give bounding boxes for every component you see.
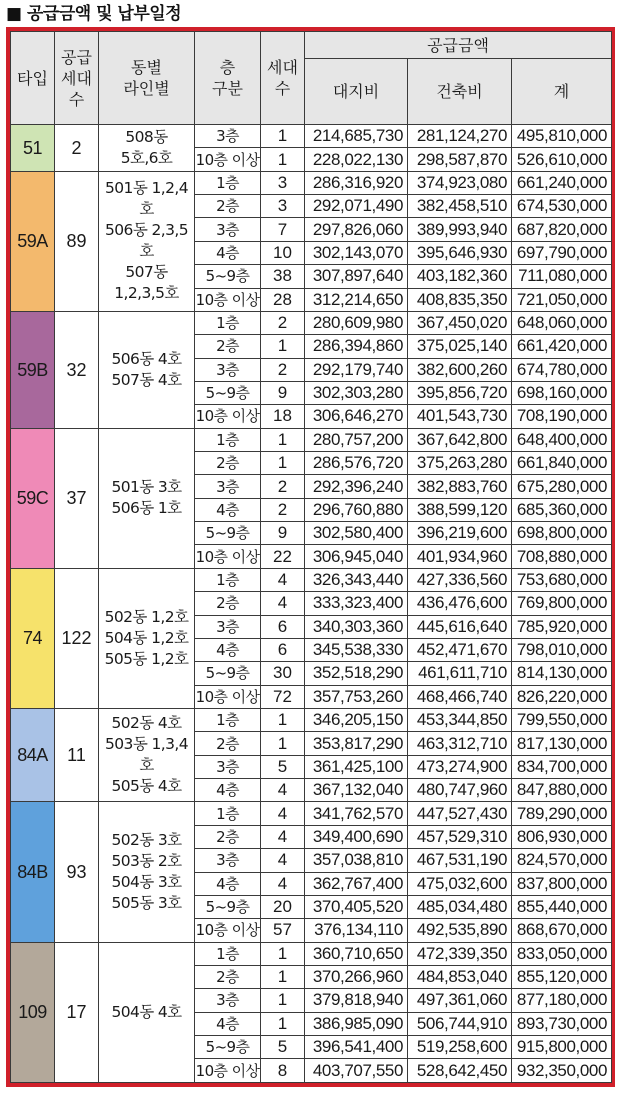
floor-cell: 1층	[195, 568, 261, 591]
building-line-cell	[99, 708, 195, 801]
building-line-text: 1,2,3,5호	[114, 284, 179, 303]
land-cost-cell: 292,396,240	[305, 475, 408, 498]
floor-cell: 10층 이상	[195, 405, 261, 428]
households-cell: 1	[261, 335, 305, 358]
floor-cell: 2층	[195, 592, 261, 615]
land-cost-cell: 312,214,650	[305, 288, 408, 311]
supply-units-cell: 122	[55, 568, 99, 708]
building-line-text: 504동 3호	[111, 873, 182, 891]
total-cell: 769,800,000	[512, 592, 612, 615]
table-row	[11, 708, 612, 731]
floor-cell: 10층 이상	[195, 148, 261, 171]
building-cost-cell: 408,835,350	[408, 288, 512, 311]
floor-cell: 3층	[195, 989, 261, 1012]
households-cell: 1	[261, 1012, 305, 1035]
floor-cell: 2층	[195, 195, 261, 218]
land-cost-cell: 346,205,150	[305, 708, 408, 731]
table-row	[11, 942, 612, 965]
floor-cell: 2층	[195, 452, 261, 475]
total-cell: 799,550,000	[512, 708, 612, 731]
households-cell: 57	[261, 919, 305, 942]
building-line-cell	[99, 568, 195, 708]
building-cost-cell: 375,025,140	[408, 335, 512, 358]
building-line-text: 505동 1,2호	[104, 649, 189, 668]
total-cell: 661,840,000	[512, 452, 612, 475]
building-cost-cell: 453,344,850	[408, 708, 512, 731]
table-row	[11, 125, 612, 148]
floor-cell: 5~9층	[195, 895, 261, 918]
building-cost-cell: 475,032,600	[408, 872, 512, 895]
total-cell: 648,400,000	[512, 428, 612, 451]
building-cost-cell: 375,263,280	[408, 452, 512, 475]
households-cell: 3	[261, 195, 305, 218]
floor-cell: 5~9층	[195, 1036, 261, 1059]
households-cell: 9	[261, 522, 305, 545]
header-supply-units: 공급 세대 수	[55, 32, 99, 125]
land-cost-cell: 386,985,090	[305, 1012, 408, 1035]
land-cost-cell: 340,303,360	[305, 615, 408, 638]
building-cost-cell: 461,611,710	[408, 662, 512, 685]
households-cell: 1	[261, 428, 305, 451]
land-cost-cell: 370,405,520	[305, 895, 408, 918]
households-cell: 1	[261, 708, 305, 731]
floor-cell: 3층	[195, 475, 261, 498]
households-cell: 22	[261, 545, 305, 568]
building-line-text: 501동 1,2,4호	[105, 179, 188, 219]
total-cell: 753,680,000	[512, 568, 612, 591]
total-cell: 708,880,000	[512, 545, 612, 568]
building-cost-cell: 484,853,040	[408, 965, 512, 988]
building-line-text: 504동 4호	[111, 1002, 182, 1021]
land-cost-cell: 376,134,110	[305, 919, 408, 942]
building-cost-cell: 436,476,600	[408, 592, 512, 615]
total-cell: 847,880,000	[512, 779, 612, 802]
building-cost-cell: 467,531,190	[408, 849, 512, 872]
floor-cell: 1층	[195, 802, 261, 825]
land-cost-cell: 286,316,920	[305, 171, 408, 194]
floor-cell: 1층	[195, 311, 261, 334]
land-cost-cell: 353,817,290	[305, 732, 408, 755]
supply-units-cell: 2	[55, 125, 99, 172]
households-cell: 4	[261, 568, 305, 591]
building-cost-cell: 281,124,270	[408, 125, 512, 148]
price-table-frame	[6, 27, 615, 1087]
building-line-cell	[99, 942, 195, 1082]
households-cell: 1	[261, 732, 305, 755]
land-cost-cell: 352,518,290	[305, 662, 408, 685]
land-cost-cell: 286,394,860	[305, 335, 408, 358]
supply-price-table	[10, 31, 612, 1083]
building-line-text: 506동 4호	[111, 349, 182, 368]
floor-cell: 3층	[195, 125, 261, 148]
building-cost-cell: 395,646,930	[408, 241, 512, 264]
total-cell: 814,130,000	[512, 662, 612, 685]
total-cell: 785,920,000	[512, 615, 612, 638]
total-cell: 526,610,000	[512, 148, 612, 171]
floor-cell: 3층	[195, 615, 261, 638]
building-line-text: 503동 2호	[111, 852, 182, 870]
building-line-text: 507동	[125, 263, 168, 282]
households-cell: 5	[261, 755, 305, 778]
households-cell: 4	[261, 779, 305, 802]
building-cost-cell: 382,600,260	[408, 358, 512, 381]
supply-units-cell: 37	[55, 428, 99, 568]
building-cost-cell: 374,923,080	[408, 171, 512, 194]
table-body	[11, 125, 612, 1083]
total-cell: 868,670,000	[512, 919, 612, 942]
header-building-cost: 건축비	[408, 59, 512, 125]
land-cost-cell: 302,580,400	[305, 522, 408, 545]
households-cell: 2	[261, 358, 305, 381]
building-line-text: 502동 4호	[111, 714, 182, 733]
land-cost-cell: 280,609,980	[305, 311, 408, 334]
floor-cell: 1층	[195, 708, 261, 731]
total-cell: 877,180,000	[512, 989, 612, 1012]
type-cell: 84B	[11, 802, 55, 942]
land-cost-cell: 302,303,280	[305, 381, 408, 404]
total-cell: 685,360,000	[512, 498, 612, 521]
floor-cell: 4층	[195, 498, 261, 521]
land-cost-cell: 228,022,130	[305, 148, 408, 171]
section-heading: ■ 공급금액 및 납부일정	[6, 4, 182, 24]
floor-cell: 4층	[195, 638, 261, 661]
households-cell: 2	[261, 475, 305, 498]
type-cell: 59C	[11, 428, 55, 568]
land-cost-cell: 341,762,570	[305, 802, 408, 825]
households-cell: 6	[261, 638, 305, 661]
total-cell: 698,160,000	[512, 381, 612, 404]
floor-cell: 2층	[195, 965, 261, 988]
supply-units-cell: 11	[55, 708, 99, 801]
total-cell: 806,930,000	[512, 825, 612, 848]
floor-cell: 3층	[195, 218, 261, 241]
table-row	[11, 568, 612, 591]
floor-cell: 2층	[195, 335, 261, 358]
building-line-text: 505동 3호	[111, 894, 182, 912]
land-cost-cell: 361,425,100	[305, 755, 408, 778]
type-cell: 59A	[11, 171, 55, 311]
building-cost-cell: 472,339,350	[408, 942, 512, 965]
total-cell: 932,350,000	[512, 1059, 612, 1083]
land-cost-cell: 306,646,270	[305, 405, 408, 428]
households-cell: 6	[261, 615, 305, 638]
building-line-cell	[99, 171, 195, 311]
floor-cell: 4층	[195, 1012, 261, 1035]
type-cell: 84A	[11, 708, 55, 801]
building-cost-cell: 473,274,900	[408, 755, 512, 778]
floor-cell: 5~9층	[195, 662, 261, 685]
total-cell: 817,130,000	[512, 732, 612, 755]
floor-cell: 3층	[195, 755, 261, 778]
floor-cell: 5~9층	[195, 265, 261, 288]
land-cost-cell: 214,685,730	[305, 125, 408, 148]
land-cost-cell: 307,897,640	[305, 265, 408, 288]
header-total: 계	[512, 59, 612, 125]
total-cell: 698,800,000	[512, 522, 612, 545]
land-cost-cell: 349,400,690	[305, 825, 408, 848]
total-cell: 834,700,000	[512, 755, 612, 778]
type-cell: 109	[11, 942, 55, 1082]
header-building-line: 동별 라인별	[99, 32, 195, 125]
floor-cell: 4층	[195, 241, 261, 264]
supply-units-cell: 93	[55, 802, 99, 942]
floor-cell: 10층 이상	[195, 288, 261, 311]
building-cost-cell: 485,034,480	[408, 895, 512, 918]
households-cell: 1	[261, 148, 305, 171]
households-cell: 4	[261, 872, 305, 895]
households-cell: 28	[261, 288, 305, 311]
land-cost-cell: 306,945,040	[305, 545, 408, 568]
total-cell: 789,290,000	[512, 802, 612, 825]
households-cell: 5	[261, 1036, 305, 1059]
households-cell: 72	[261, 685, 305, 708]
building-cost-cell: 468,466,740	[408, 685, 512, 708]
households-cell: 8	[261, 1059, 305, 1083]
building-line-text: 502동 3호	[111, 831, 182, 849]
land-cost-cell: 360,710,650	[305, 942, 408, 965]
floor-cell: 5~9층	[195, 522, 261, 545]
building-line-text: 5호,6호	[120, 148, 173, 167]
type-cell: 59B	[11, 311, 55, 428]
floor-cell: 10층 이상	[195, 685, 261, 708]
building-cost-cell: 452,471,670	[408, 638, 512, 661]
land-cost-cell: 357,753,260	[305, 685, 408, 708]
building-cost-cell: 389,993,940	[408, 218, 512, 241]
total-cell: 915,800,000	[512, 1036, 612, 1059]
floor-cell: 1층	[195, 942, 261, 965]
floor-cell: 3층	[195, 849, 261, 872]
building-cost-cell: 463,312,710	[408, 732, 512, 755]
households-cell: 20	[261, 895, 305, 918]
table-row	[11, 428, 612, 451]
land-cost-cell: 292,071,490	[305, 195, 408, 218]
total-cell: 697,790,000	[512, 241, 612, 264]
households-cell: 10	[261, 241, 305, 264]
households-cell: 4	[261, 592, 305, 615]
households-cell: 38	[261, 265, 305, 288]
floor-cell: 5~9층	[195, 381, 261, 404]
land-cost-cell: 286,576,720	[305, 452, 408, 475]
building-cost-cell: 519,258,600	[408, 1036, 512, 1059]
land-cost-cell: 297,826,060	[305, 218, 408, 241]
households-cell: 2	[261, 311, 305, 334]
table-row	[11, 802, 612, 825]
building-cost-cell: 480,747,960	[408, 779, 512, 802]
total-cell: 721,050,000	[512, 288, 612, 311]
households-cell: 18	[261, 405, 305, 428]
header-type: 타입	[11, 32, 55, 125]
supply-units-cell: 89	[55, 171, 99, 311]
header-supply-price: 공급금액	[305, 32, 612, 59]
supply-units-cell: 32	[55, 311, 99, 428]
building-line-text: 501동 3호	[111, 478, 182, 497]
floor-cell: 10층 이상	[195, 1059, 261, 1083]
building-line-cell	[99, 428, 195, 568]
land-cost-cell: 367,132,040	[305, 779, 408, 802]
building-cost-cell: 367,450,020	[408, 311, 512, 334]
total-cell: 798,010,000	[512, 638, 612, 661]
land-cost-cell: 345,538,330	[305, 638, 408, 661]
building-line-text: 505동 4호	[111, 777, 182, 796]
land-cost-cell: 403,707,550	[305, 1059, 408, 1083]
building-cost-cell: 396,219,600	[408, 522, 512, 545]
land-cost-cell: 326,343,440	[305, 568, 408, 591]
building-line-text: 506동 1호	[111, 499, 182, 518]
building-cost-cell: 382,458,510	[408, 195, 512, 218]
header-land-cost: 대지비	[305, 59, 408, 125]
households-cell: 9	[261, 381, 305, 404]
table-row	[11, 171, 612, 194]
land-cost-cell: 379,818,940	[305, 989, 408, 1012]
total-cell: 833,050,000	[512, 942, 612, 965]
total-cell: 824,570,000	[512, 849, 612, 872]
building-cost-cell: 427,336,560	[408, 568, 512, 591]
total-cell: 708,190,000	[512, 405, 612, 428]
building-cost-cell: 497,361,060	[408, 989, 512, 1012]
households-cell: 1	[261, 965, 305, 988]
land-cost-cell: 370,266,960	[305, 965, 408, 988]
total-cell: 687,820,000	[512, 218, 612, 241]
type-cell: 74	[11, 568, 55, 708]
building-cost-cell: 528,642,450	[408, 1059, 512, 1083]
households-cell: 7	[261, 218, 305, 241]
households-cell: 1	[261, 989, 305, 1012]
building-cost-cell: 401,934,960	[408, 545, 512, 568]
building-line-text: 502동 1,2호	[104, 607, 189, 626]
floor-cell: 3층	[195, 358, 261, 381]
floor-cell: 10층 이상	[195, 545, 261, 568]
households-cell: 1	[261, 942, 305, 965]
floor-cell: 2층	[195, 825, 261, 848]
land-cost-cell: 296,760,880	[305, 498, 408, 521]
building-cost-cell: 367,642,800	[408, 428, 512, 451]
total-cell: 711,080,000	[512, 265, 612, 288]
floor-cell: 2층	[195, 732, 261, 755]
type-cell: 51	[11, 125, 55, 172]
total-cell: 855,120,000	[512, 965, 612, 988]
table-row	[11, 311, 612, 334]
total-cell: 674,530,000	[512, 195, 612, 218]
building-cost-cell: 447,527,430	[408, 802, 512, 825]
land-cost-cell: 396,541,400	[305, 1036, 408, 1059]
supply-units-cell: 17	[55, 942, 99, 1082]
header-households: 세대수	[261, 32, 305, 125]
land-cost-cell: 362,767,400	[305, 872, 408, 895]
building-cost-cell: 403,182,360	[408, 265, 512, 288]
building-line-text: 503동 1,3,4호	[105, 735, 188, 775]
land-cost-cell: 357,038,810	[305, 849, 408, 872]
land-cost-cell: 292,179,740	[305, 358, 408, 381]
total-cell: 826,220,000	[512, 685, 612, 708]
households-cell: 4	[261, 802, 305, 825]
total-cell: 837,800,000	[512, 872, 612, 895]
building-line-cell	[99, 311, 195, 428]
building-cost-cell: 382,883,760	[408, 475, 512, 498]
floor-cell: 1층	[195, 171, 261, 194]
building-line-text: 504동 1,2호	[104, 628, 189, 647]
households-cell: 4	[261, 849, 305, 872]
floor-cell: 4층	[195, 872, 261, 895]
floor-cell: 10층 이상	[195, 919, 261, 942]
total-cell: 675,280,000	[512, 475, 612, 498]
building-line-text: 506동 2,3,5호	[105, 221, 188, 261]
floor-cell: 4층	[195, 779, 261, 802]
households-cell: 2	[261, 498, 305, 521]
land-cost-cell: 302,143,070	[305, 241, 408, 264]
households-cell: 4	[261, 825, 305, 848]
total-cell: 855,440,000	[512, 895, 612, 918]
total-cell: 661,240,000	[512, 171, 612, 194]
building-cost-cell: 506,744,910	[408, 1012, 512, 1035]
building-cost-cell: 457,529,310	[408, 825, 512, 848]
header-floor-group: 층 구분	[195, 32, 261, 125]
land-cost-cell: 333,323,400	[305, 592, 408, 615]
households-cell: 3	[261, 171, 305, 194]
building-cost-cell: 401,543,730	[408, 405, 512, 428]
total-cell: 674,780,000	[512, 358, 612, 381]
building-cost-cell: 298,587,870	[408, 148, 512, 171]
households-cell: 30	[261, 662, 305, 685]
households-cell: 1	[261, 125, 305, 148]
building-line-text: 508동	[125, 127, 168, 146]
building-cost-cell: 388,599,120	[408, 498, 512, 521]
total-cell: 893,730,000	[512, 1012, 612, 1035]
building-cost-cell: 492,535,890	[408, 919, 512, 942]
total-cell: 661,420,000	[512, 335, 612, 358]
households-cell: 1	[261, 452, 305, 475]
total-cell: 495,810,000	[512, 125, 612, 148]
floor-cell: 1층	[195, 428, 261, 451]
total-cell: 648,060,000	[512, 311, 612, 334]
land-cost-cell: 280,757,200	[305, 428, 408, 451]
building-line-cell	[99, 125, 195, 172]
building-cost-cell: 395,856,720	[408, 381, 512, 404]
building-line-cell	[99, 802, 195, 942]
building-cost-cell: 445,616,640	[408, 615, 512, 638]
building-line-text: 507동 4호	[111, 370, 182, 389]
